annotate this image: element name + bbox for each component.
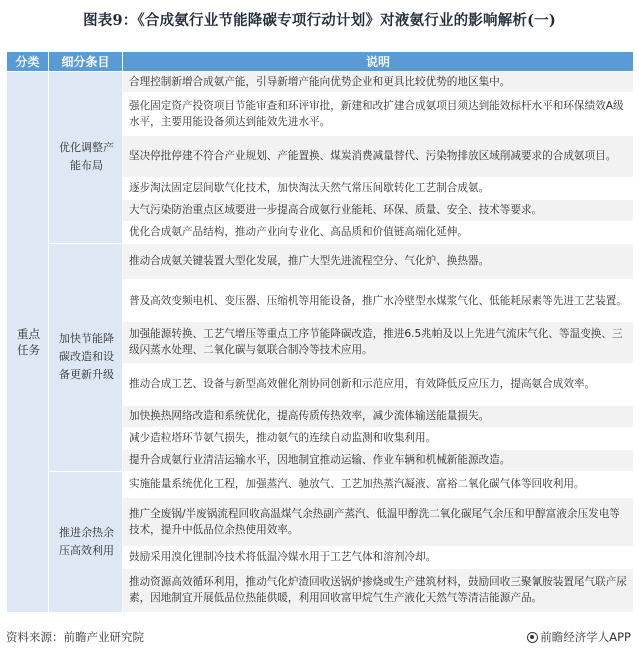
subcategory-cell: 优化调整产能布局: [49, 72, 123, 244]
subcategory-cell: 加快节能降碳改造和设备更新升级: [49, 243, 123, 471]
description-cell: 推动合成氨关键装置大型化发展，推广大型先进流程空分、气化炉、换热器。: [123, 243, 634, 280]
description-cell: 推动合成工艺、设备与新型高效催化剂协同创新和示范应用，有效降低反应压力，提高氨合成效率。: [123, 363, 634, 405]
credit-note: [527, 629, 631, 645]
description-cell: 推动资源高效循环利用，推动气化炉渣回收送锅炉掺烧或生产建筑材料，鼓励回收三聚氰胺装置尾气联产尿素，因地制宜开展低品位热能供暖，利用回收富甲烷气生产液化天然气等清洁能源产品。: [123, 568, 634, 612]
category-cell: 重点任务: [7, 72, 49, 613]
policy-table: [6, 51, 634, 613]
description-cell: 推广全废锅/半废锅流程回收高温煤气余热副产蒸汽、低温甲醇洗二氧化碳尾气余压和甲醇富液余压发电等技术，提升中低品位余热使用效率。: [123, 497, 634, 546]
description-cell: 提升合成氨行业清洁运输水平，因地制宜推动运输、作业车辆和机械新能源改造。: [123, 449, 634, 471]
description-cell: 普及高效变频电机、变压器、压缩机等用能设备，推广水冷壁型水煤浆气化、低能耗尿素等先进工艺装置。: [123, 280, 634, 322]
header-category: 分类: [7, 52, 49, 72]
table-row: [7, 243, 634, 280]
subcategory-cell: 推进余热余压高效利用: [49, 471, 123, 612]
qianzhan-logo-icon: [527, 632, 538, 643]
table-row: [7, 471, 634, 497]
source-note: 资料来源：前瞻产业研究院: [6, 630, 144, 644]
description-cell: 强化固定资产投资项目节能审查和环评审批，新建和改扩建合成氨项目须达到能效标杆水平和环保绩效A级水平，主要用能设备须达到能效先进水平。: [123, 92, 634, 135]
description-cell: 减少造粒塔环节氨气损失，推动氨气的连续自动监测和收集利用。: [123, 427, 634, 449]
page-title: 图表9：《合成氨行业节能降碳专项行动计划》对液氨行业的影响解析(一): [83, 12, 556, 29]
description-cell: 合理控制新增合成氨产能，引导新增产能向优势企业和更具比较优势的地区集中。: [123, 72, 634, 93]
description-cell: 优化合成氨产品结构，推动产业向专业化、高品质和价值链高端化延伸。: [123, 221, 634, 243]
description-cell: 鼓励采用溴化锂制冷技术将低温冷媒水用于工艺气体和溶剂冷却。: [123, 546, 634, 568]
description-cell: 加快换热网络改造和系统优化，提高传质传热效率，减少流体输送能量损失。: [123, 405, 634, 427]
table-header-row: [7, 52, 634, 72]
description-cell: 大气污染防治重点区域要进一步提高合成氨行业能耗、环保、质量、安全、技术等要求。: [123, 199, 634, 221]
description-cell: 逐步淘汰固定层间歇气化技术，加快淘汰天然气常压间歇转化工艺制合成氨。: [123, 177, 634, 199]
header-subcategory: 细分条目: [49, 52, 123, 72]
credit-text: 前瞻经济学人APP: [540, 630, 631, 644]
description-cell: 加强能源转换、工艺气增压等重点工序节能降碳改造，推进6.5兆帕及以上先进气流床气化、等温变换、三级闪蒸水处理、二氧化碳与氨联合制冷等技术应用。: [123, 322, 634, 364]
header-description: 说明: [123, 52, 634, 72]
description-cell: 坚决停批停建不符合产业规划、产能置换、煤炭消费减量替代、污染物排放区域削减要求的合成氨项目。: [123, 135, 634, 177]
table-row: [7, 72, 634, 93]
description-cell: 实施能量系统优化工程，加强蒸汽、驰放气、工艺加热蒸汽凝液、富裕二氧化碳气体等回收利用。: [123, 471, 634, 497]
